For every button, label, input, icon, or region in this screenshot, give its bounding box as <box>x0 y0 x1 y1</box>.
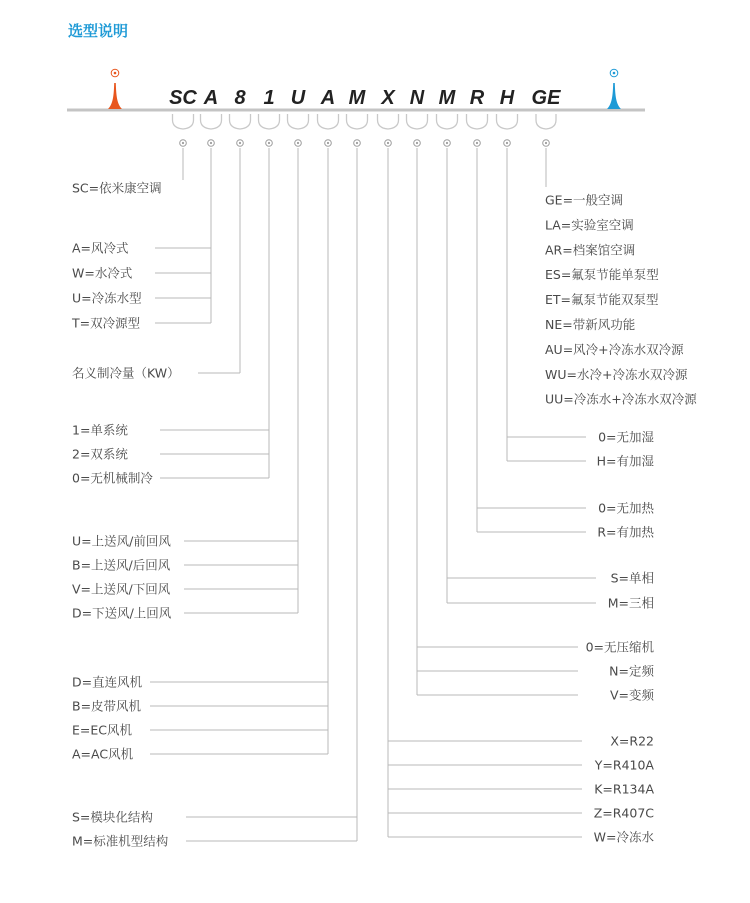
code-bracket <box>347 114 368 129</box>
code-bracket <box>378 114 399 129</box>
option-application: UU=冷冻水+冷冻水双冷源 <box>545 391 697 407</box>
code-bracket <box>407 114 428 129</box>
option-application: ET=氟泵节能双泵型 <box>545 292 659 308</box>
option-airflow: B=上送风/后回风 <box>72 557 171 573</box>
option-refrigerant: Y=R410A <box>594 757 654 773</box>
option-application: GE=一般空调 <box>545 192 624 208</box>
option-fan: D=直连风机 <box>72 674 143 690</box>
option-application: ES=氟泵节能单泵型 <box>545 267 659 283</box>
option-system: 2=双系统 <box>72 446 128 462</box>
option-compressor: N=定频 <box>609 663 654 679</box>
option-application: NE=带新风功能 <box>545 317 636 332</box>
option-phase: M=三相 <box>607 595 654 611</box>
code-char-6: M <box>348 87 366 109</box>
right-marker-icon <box>607 69 621 109</box>
option-fan: B=皮带风机 <box>72 698 142 714</box>
option-airflow: V=上送风/下回风 <box>72 581 171 597</box>
code-char-3: 1 <box>263 87 275 109</box>
option-capacity: 名义制冷量（KW） <box>72 365 180 381</box>
code-char-4: U <box>290 87 306 109</box>
option-refrigerant: Z=R407C <box>593 805 654 821</box>
code-bracket <box>437 114 458 129</box>
code-char-2: 8 <box>234 87 246 109</box>
option-humidify: 0=无加湿 <box>598 429 654 445</box>
code-char-10: R <box>469 87 485 109</box>
option-compressor: V=变频 <box>609 687 654 703</box>
left-marker-icon <box>108 69 122 109</box>
option-system: 1=单系统 <box>72 422 128 438</box>
code-char-11: H <box>499 87 515 109</box>
code-char-9: M <box>438 87 456 109</box>
option-refrigerant: X=R22 <box>610 733 654 749</box>
option-manufacturer: SC=依米康空调 <box>72 180 162 196</box>
option-heating: 0=无加热 <box>598 500 654 516</box>
option-compressor: 0=无压缩机 <box>585 639 654 655</box>
option-cooling-type: T=双冷源型 <box>72 315 141 331</box>
option-refrigerant: W=冷冻水 <box>593 829 654 845</box>
group-cooling-type <box>71 148 211 331</box>
page-title: 选型说明 <box>68 22 129 40</box>
code-char-5: A <box>320 87 336 109</box>
option-system: 0=无机械制冷 <box>72 470 153 486</box>
option-application: AR=档案馆空调 <box>545 242 636 258</box>
option-structure: M=标准机型结构 <box>72 833 169 849</box>
code-bracket <box>201 114 222 129</box>
option-application: AU=风冷+冷冻水双冷源 <box>545 341 684 357</box>
option-structure: S=模块化结构 <box>72 809 153 825</box>
code-bracket <box>259 114 280 129</box>
code-bracket <box>536 114 556 129</box>
code-char-8: N <box>409 87 425 109</box>
option-airflow: U=上送风/前回风 <box>72 533 171 549</box>
option-cooling-type: A=风冷式 <box>72 240 129 256</box>
option-phase: S=单相 <box>610 570 654 586</box>
option-refrigerant: K=R134A <box>594 781 654 797</box>
code-bracket <box>318 114 339 129</box>
group-manufacturer <box>72 148 183 196</box>
code-char-12: GE <box>531 87 561 109</box>
option-application: WU=水冷+冷冻水双冷源 <box>545 366 688 382</box>
code-bracket <box>230 114 251 129</box>
code-bracket <box>173 114 194 129</box>
option-airflow: D=下送风/上回风 <box>72 605 172 621</box>
option-heating: R=有加热 <box>597 524 654 540</box>
code-bracket <box>497 114 518 129</box>
option-application: LA=实验室空调 <box>545 217 634 233</box>
code-char-0: SC <box>169 87 197 109</box>
option-fan: E=EC风机 <box>72 722 132 738</box>
code-char-1: A <box>203 87 219 109</box>
option-fan: A=AC风机 <box>72 746 134 762</box>
code-bracket <box>467 114 488 129</box>
option-cooling-type: W=水冷式 <box>72 265 133 281</box>
option-cooling-type: U=冷冻水型 <box>72 290 142 306</box>
option-humidify: H=有加湿 <box>596 453 654 469</box>
code-bracket <box>288 114 309 129</box>
group-airflow <box>72 148 298 621</box>
group-application <box>545 148 697 407</box>
code-char-7: X <box>381 87 395 109</box>
